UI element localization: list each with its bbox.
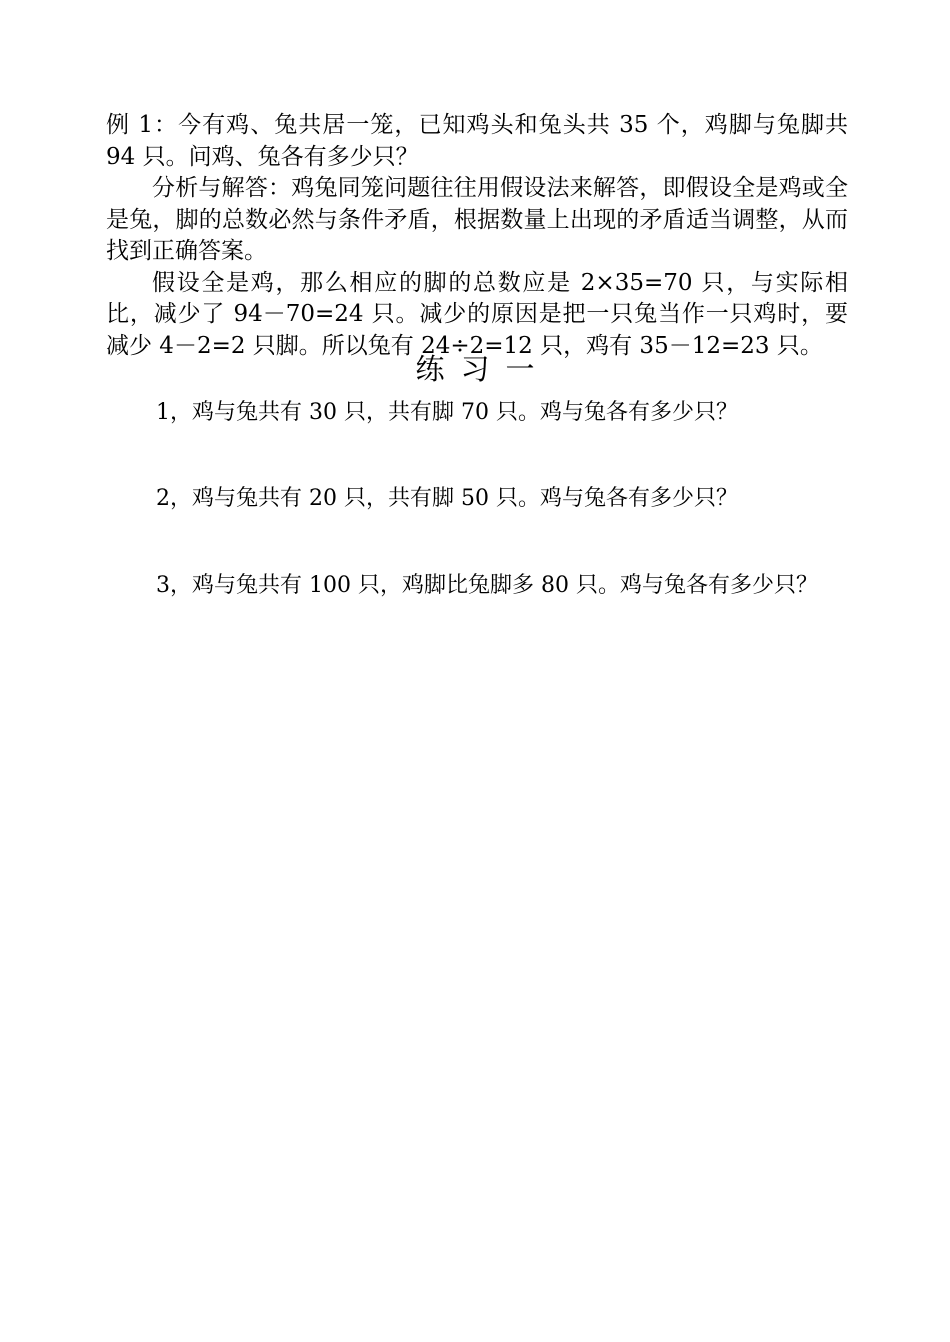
exercise-question-3: 3，鸡与兔共有 100 只，鸡脚比兔脚多 80 只。鸡与兔各有多少只？ (156, 573, 818, 598)
example-problem: 例 1：今有鸡、兔共居一笼，已知鸡头和兔头共 35 个，鸡脚与兔脚共 94 只。问鸡、兔各有多少只？ (106, 112, 848, 170)
example-analysis: 分析与解答：鸡兔同笼问题往往用假设法来解答，即假设全是鸡或全是兔，脚的总数必然与条件矛盾，根据数量上出现的矛盾适当调整，从而找到正确答案。 (106, 175, 848, 264)
exercise-question-2: 2，鸡与兔共有 20 只，共有脚 50 只。鸡与兔各有多少只？ (156, 486, 738, 511)
example-solution: 假设全是鸡，那么相应的脚的总数应是 2×35=70 只，与实际相比，减少了 94－70=24 只。减少的原因是把一只兔当作一只鸡时，要减少 4－2=2 只脚。所以兔有 24÷2=12 只，鸡有 35－12=23 只。 (106, 269, 848, 359)
exercise-title: 练习一 (415, 352, 551, 386)
example-section (106, 110, 848, 362)
exercise-question-1: 1，鸡与兔共有 30 只，共有脚 70 只。鸡与兔各有多少只？ (156, 400, 738, 425)
